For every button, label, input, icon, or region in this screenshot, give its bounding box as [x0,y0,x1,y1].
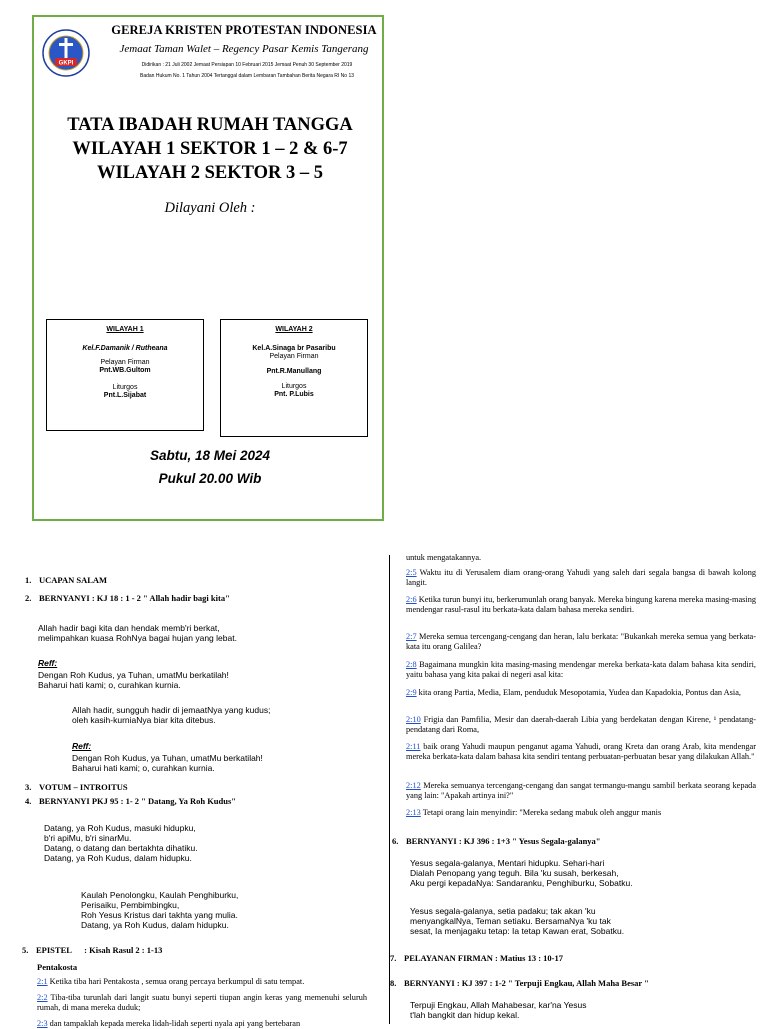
verse-2-2: 2:2 Tiba-tiba turunlah dari langit suatu bunyi seperti tiupan angin keras yang memenuhi seluruh rumah, di mana mereka duduk; [37,993,367,1012]
logo-text: GKPI [58,60,74,67]
verse-2-5: 2:5 Waktu itu di Yerusalem diam orang-orang Yahudi yang saleh dari segala bangsa di bawah kolong langit. [406,568,756,587]
wilayah-2-liturgist: Pnt. P.Lubis [274,391,314,398]
verse-2-4-continued: untuk mengatakannya. [406,553,482,562]
wilayah-2-box [220,319,368,437]
section-3: 3. VOTUM – INTROITUS [25,782,128,792]
hymn-kj396-verse-1: Yesus segala-galanya, Mentari hidupku. Sehari-hari Dialah Penopang yang teguh. Bila 'ku susah, berkesah, Aku pergi kepadaNya: Sandaranku, Penghiburku, Sobatku. [410,858,633,888]
hymn-kj397-verse-1: Terpuji Engkau, Allah Mahabesar, kar'na Yesus t'lah bangkit dan hidup kekal. [410,1000,587,1020]
wilayah-1-preacher: Pnt.WB.Gultom [99,367,151,374]
cover-page [32,15,384,521]
verse-2-11: 2:11 baik orang Yahudi maupun penganut agama Yahudi, orang Kreta dan orang Arab, kita mendengar mereka berkata-kata dalam bahasa kita sendiri tentang perbuatan-perbuatan besar yang dilakukan Allah." [406,742,756,761]
reff-text: Dengan Roh Kudus, ya Tuhan, umatMu berkatilah! Baharui hati kami; o, curahkan kurnia. [38,670,229,690]
verse-2-7: 2:7 Mereka semua tercengang-cengang dan heran, lalu berkata: "Bukankah mereka semua yang berkata-kata itu orang Galilea? [406,632,756,651]
wilayah-2-family: Kel.A.Sinaga br Pasaribu [252,345,336,352]
hymn-pkj95-verse-1: Datang, ya Roh Kudus, masuki hidupku, b'ri apiMu, b'ri sinarMu. Datang, o datang dan bertakhta dihatiku. Datang, ya Roh Kudus, dalam hidupku. [44,823,198,863]
section-5: 5. EPISTEL : Kisah Rasul 2 : 1-13 [22,945,163,955]
wilayah-2-preacher: Pnt.R.Manullang [266,368,322,375]
service-time: Pukul 20.00 Wib [158,471,262,486]
founding-info: Didirikan : 21 Juli 2002 Jemaat Persiapan 10 Februari 2015 Jemaat Penuh 30 September 2019 [141,62,353,68]
wilayah-2-liturgist-role: Liturgos [281,383,307,390]
church-name: GEREJA KRISTEN PROTESTAN INDONESIA [111,23,377,37]
verse-2-10: 2:10 Frigia dan Pamfilia, Mesir dan daerah-daerah Libia yang berdekatan dengan Kirene, ¹ pendatang-pendatang dari Roma, [406,715,756,734]
section-1: 1. UCAPAN SALAM [25,575,108,585]
wilayah-1-family: Kel.F.Damanik / Rutheana [82,345,168,352]
section-7: 7. PELAYANAN FIRMAN : Matius 13 : 10-17 [390,953,563,963]
section-2: 2. BERNYANYI : KJ 18 : 1 - 2 " Allah hadir bagi kita" [25,593,230,603]
wilayah-1-box [46,319,204,431]
verse-2-13: 2:13 Tetapi orang lain menyindir: "Mereka sedang mabuk oleh anggur manis [406,808,662,817]
served-by: Dilayani Oleh : [164,200,256,216]
service-date: Sabtu, 18 Mei 2024 [149,448,271,463]
verse-2-9: 2:9 kita orang Partia, Media, Elam, penduduk Mesopotamia, Yudea dan Kapadokia, Pontus dan Asia, [406,688,741,697]
section-4: 4. BERNYANYI PKJ 95 : 1- 2 " Datang, Ya Roh Kudus" [25,796,237,806]
hymn-pkj95-verse-2: Kaulah Penolongku, Kaulah Penghiburku, Perisaiku, Pembimbingku, Roh Yesus Kristus dari takhta yang mulia. Datang, ya Roh Kudus, dalam hidupku. [81,890,239,930]
wilayah-1-liturgist: Pnt.L.Sijabat [103,392,147,399]
reff-label-2: Reff: [72,741,92,751]
verse-2-1: 2:1 Ketika tiba hari Pentakosta , semua orang percaya berkumpul di satu tempat. [37,977,305,986]
title-line-3: WILAYAH 2 SEKTOR 3 – 5 [96,163,323,183]
legal-info: Badan Hukum No. 1 Tahun 2004 Tertanggal dalam Lembaran Tambahan Berita Negara RI No 13 [139,73,355,79]
verse-2-6: 2:6 Ketika turun bunyi itu, berkerumunlah orang banyak. Mereka bingung karena mereka masing-masing mendengar rasul-rasul itu berkata-kata dalam bahasa mereka sendiri. [406,595,756,614]
verse-2-12: 2:12 Mereka semuanya tercengang-cengang dan sangat termangu-mangu sambil berkata seorang kepada yang lain: "Apakah artinya ini?" [406,781,756,800]
section-8: 8. BERNYANYI : KJ 397 : 1-2 " Terpuji Engkau, Allah Maha Besar " [390,978,649,988]
wilayah-2-preacher-role: Pelayan Firman [269,353,319,360]
wilayah-2-heading: WILAYAH 2 [275,326,313,333]
epistle-subtitle: Pentakosta [37,962,78,972]
reff-label: Reff: [38,658,58,668]
title-line-2: WILAYAH 1 SEKTOR 1 – 2 & 6-7 [72,139,348,159]
church-logo-icon [42,29,90,77]
verse-2-8: 2:8 Bagaimana mungkin kita masing-masing mendengar mereka berkata-kata dalam bahasa kita sendiri, yaitu bahasa yang kita pakai di negeri asal kita: [406,660,756,679]
hymn-kj396-verse-3: Yesus segala-galanya, setia padaku; tak akan 'ku menyangkalNya, Teman setiaku. BersamaNya 'ku tak sesat, Ia menjagaku tetap: Ia tetap Kawan erat, Sobatku. [410,906,625,936]
wilayah-1-liturgist-role: Liturgos [112,384,138,391]
verse-2-3: 2:3 dan tampaklah kepada mereka lidah-lidah seperti nyala api yang bertebaran [37,1019,301,1028]
wilayah-1-preacher-role: Pelayan Firman [100,359,150,366]
section-6: 6. BERNYANYI : KJ 396 : 1+3 " Yesus Segala-galanya" [392,836,601,846]
wilayah-1-heading: WILAYAH 1 [106,326,144,333]
hymn-kj18-verse-1: Allah hadir bagi kita dan hendak memb'ri berkat, melimpahkan kuasa RohNya bagai hujan yang lebat. [38,623,237,643]
congregation-name: Jemaat Taman Walet – Regency Pasar Kemis Tangerang [119,43,369,55]
reff-text-2: Dengan Roh Kudus, ya Tuhan, umatMu berkatilah! Baharui hati kami; o, curahkan kurnia. [72,753,263,773]
title-line-1: TATA IBADAH RUMAH TANGGA [67,115,353,135]
hymn-kj18-verse-2: Allah hadir, sungguh hadir di jemaatNya yang kudus; oleh kasih-kurniaNya biar kita ditebus. [72,705,271,725]
